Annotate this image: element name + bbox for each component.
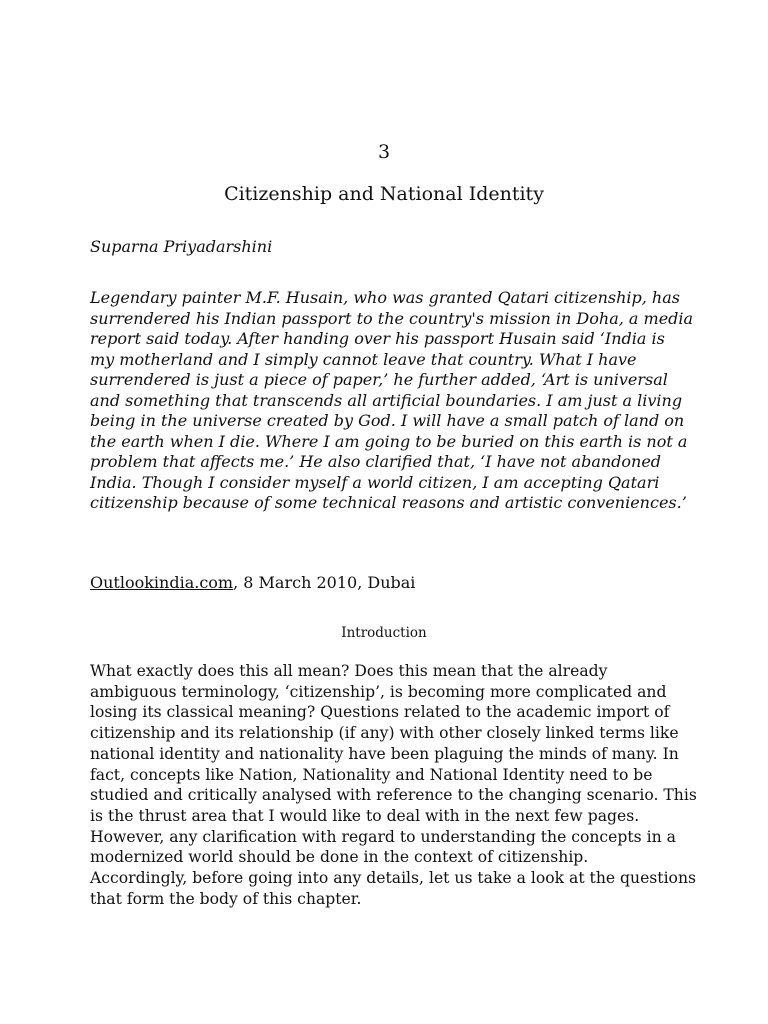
epigraph-line: problem that affects me.’ He also clarified that, ‘I have not abandoned: [90, 452, 662, 471]
body-line: studied and critically analysed with reference to the changing scenario. This: [90, 786, 697, 805]
author-name: Suparna Priyadarshini: [90, 237, 273, 256]
epigraph-line: India. Though I consider myself a world citizen, I am accepting Qatari: [90, 472, 660, 492]
chapter-number: 3: [377, 141, 391, 163]
epigraph-line: report said today. After handing over his passport Husain said ‘India is: [90, 329, 665, 348]
source-details: , 8 March 2010, Dubai: [233, 573, 416, 592]
section-heading-introduction: Introduction: [341, 625, 427, 641]
chapter-title: Citizenship and National Identity: [224, 183, 544, 205]
body-line: fact, concepts like Nation, Nationality and National Identity need to be: [90, 765, 653, 784]
body-line: is the thrust area that I would like to deal with in the next few pages.: [90, 806, 640, 825]
epigraph-line: surrendered his Indian passport to the country's mission in Doha, a media: [90, 308, 694, 328]
body-line: losing its classical meaning? Questions related to the academic import of: [90, 703, 670, 722]
body-line: ambiguous terminology, ‘citizenship’, is becoming more complicated and: [90, 682, 667, 701]
body-line: that form the body of this chapter.: [90, 889, 362, 908]
epigraph-line: being in the universe created by God. I will have a small patch of land on: [90, 411, 685, 430]
body-line: What exactly does this all mean? Does this mean that the already: [90, 662, 608, 680]
body-line: modernized world should be done in the context of citizenship.: [90, 848, 589, 867]
body-line: Accordingly, before going into any details, let us take a look at the questions: [90, 869, 696, 888]
epigraph-line: the earth when I die. Where I am going to be buried on this earth is not a: [90, 431, 688, 451]
epigraph-line: surrendered is just a piece of paper,’ he further added, ‘Art is universal: [90, 370, 668, 389]
epigraph-quote: [90, 288, 694, 514]
source-citation: [90, 572, 415, 594]
body-line: However, any clarification with regard to understanding the concepts in a: [90, 827, 676, 846]
body-line: national identity and nationality have been plaguing the minds of many. In: [90, 744, 679, 763]
epigraph-line: citizenship because of some technical reasons and artistic conveniences.’: [90, 493, 687, 512]
introduction-paragraph: [90, 661, 697, 909]
epigraph-line: my motherland and I simply cannot leave that country. What I have: [90, 349, 637, 369]
body-line: citizenship and its relationship (if any) with other closely linked terms like: [90, 724, 679, 743]
epigraph-line: and something that transcends all artificial boundaries. I am just a living: [90, 390, 683, 410]
source-link[interactable]: Outlookindia.com: [90, 573, 234, 592]
epigraph-line: Legendary painter M.F. Husain, who was granted Qatari citizenship, has: [90, 288, 680, 307]
